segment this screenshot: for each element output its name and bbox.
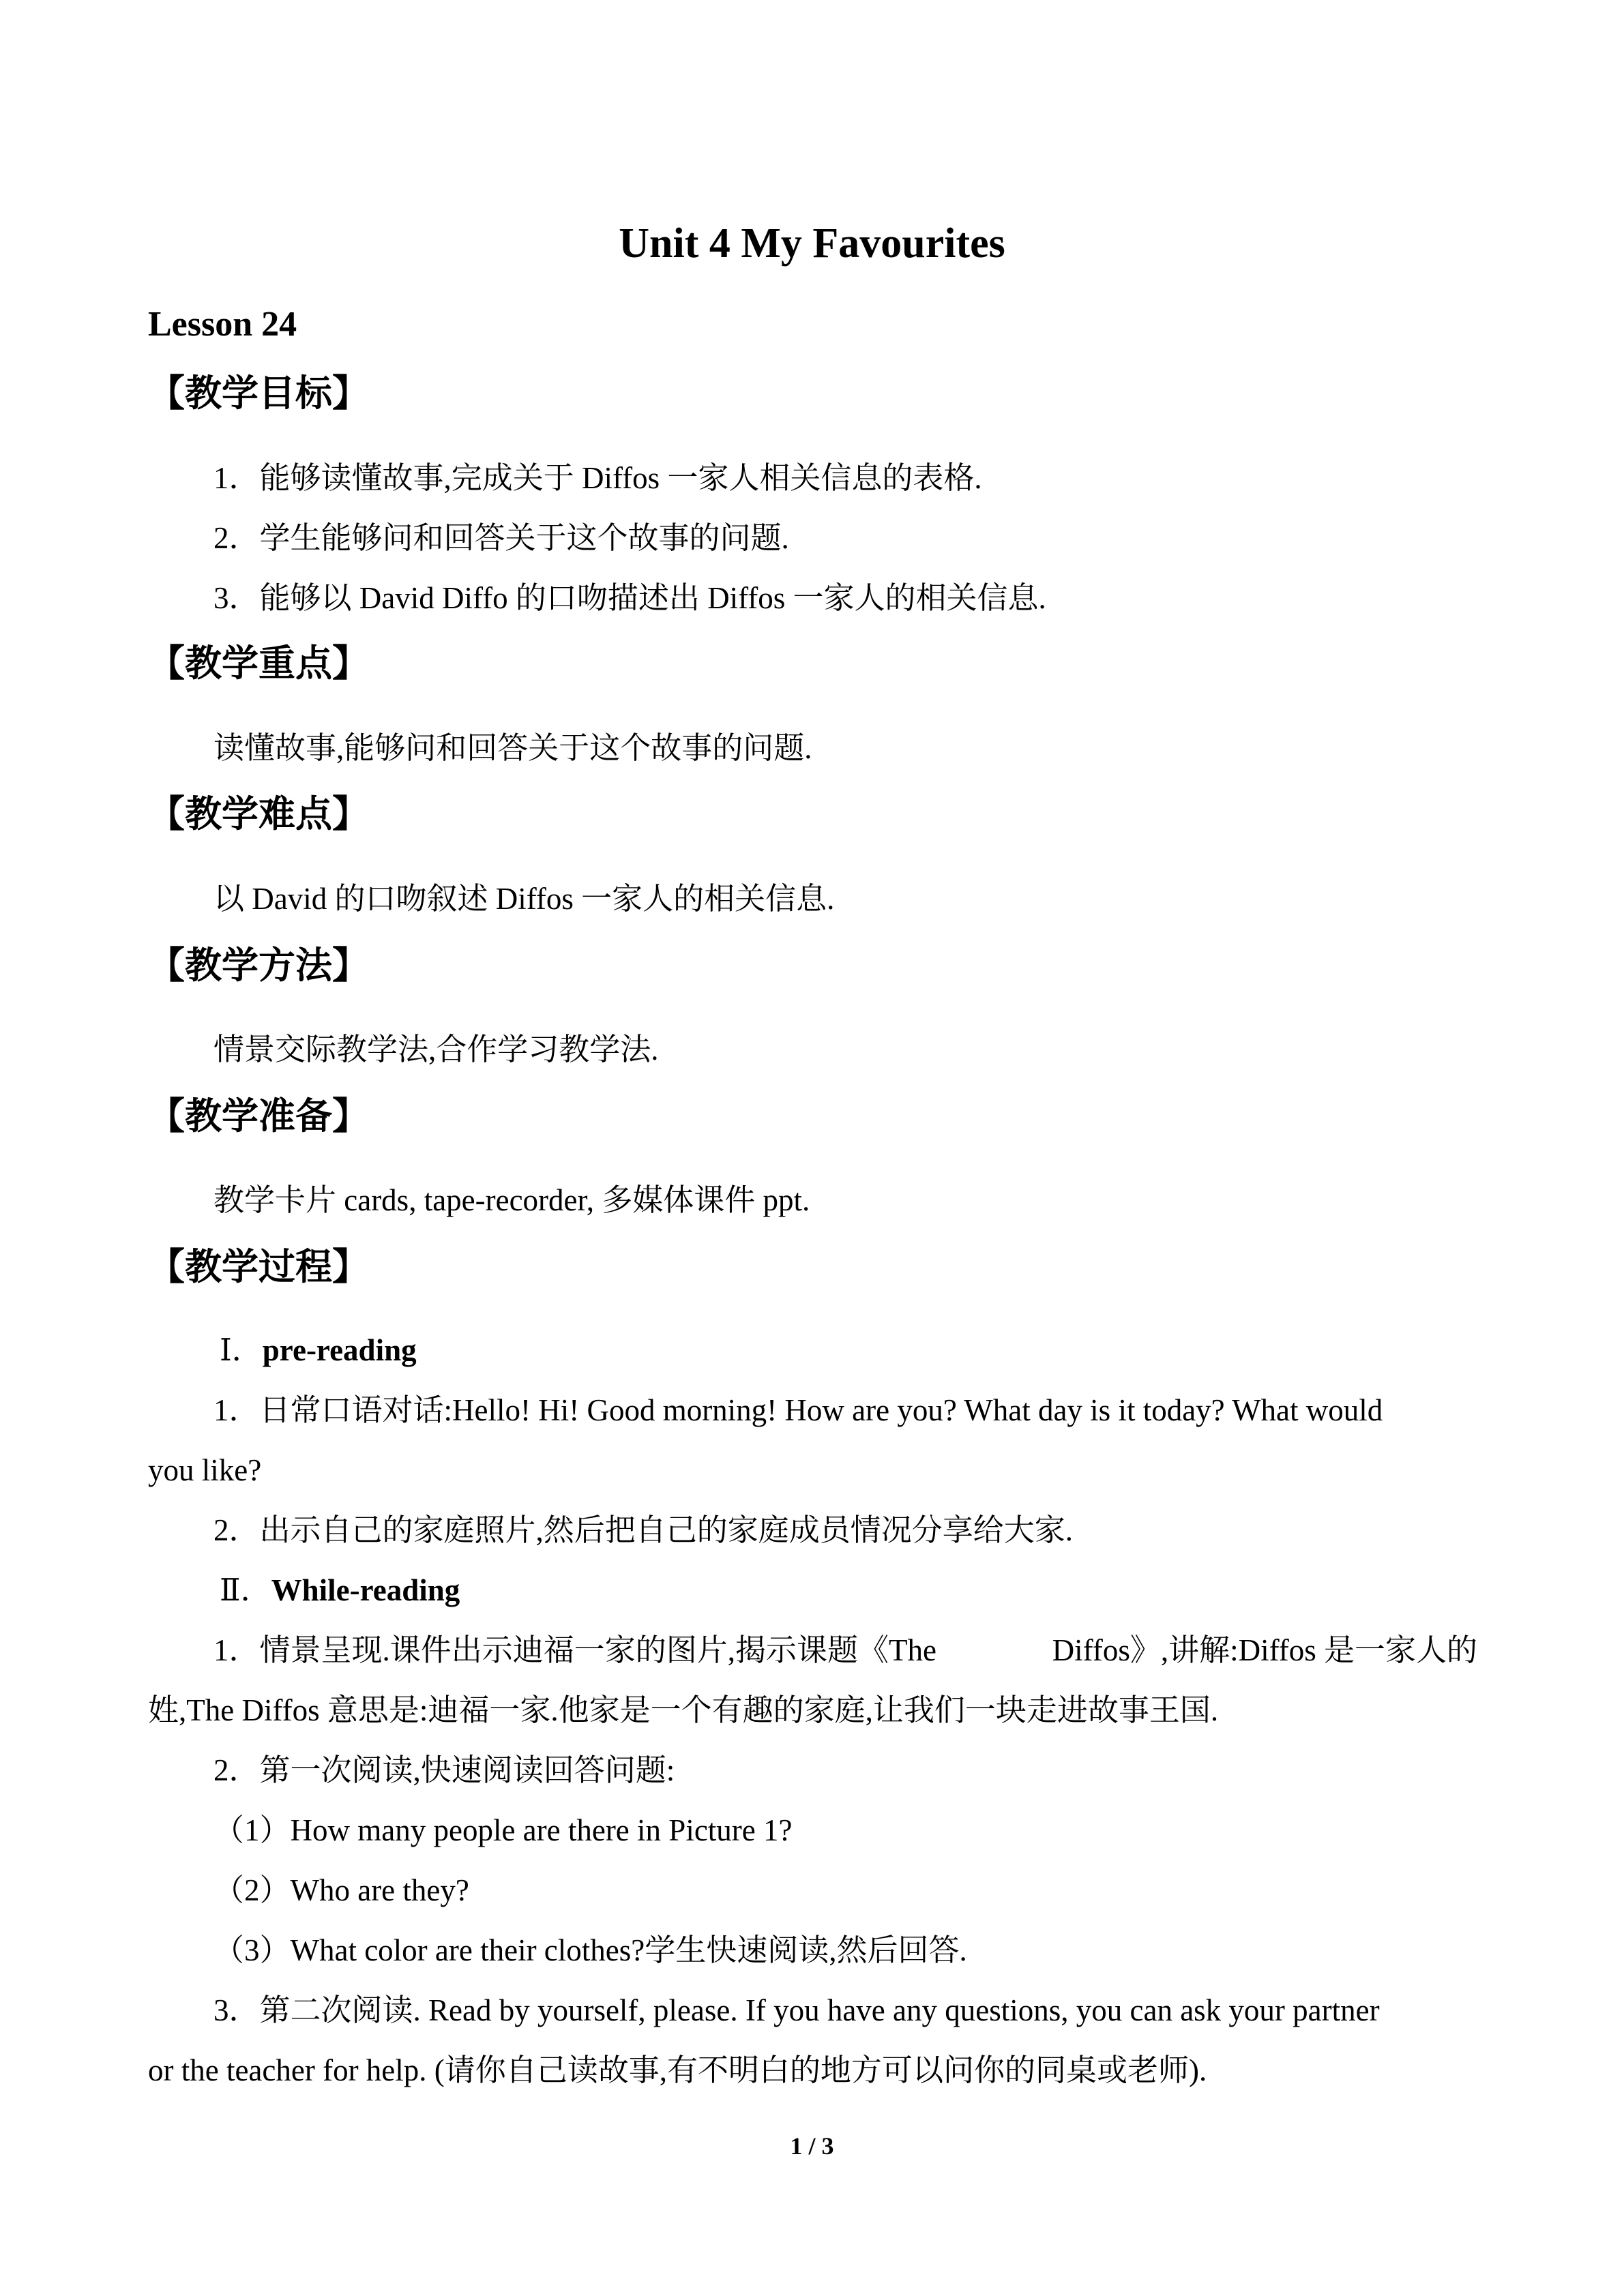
section-heading-methods: 【教学方法】 bbox=[148, 945, 369, 986]
goal-item-3: 3．能够以 David Diffo 的口吻描述出 Diffos 一家人的相关信息. bbox=[213, 581, 1046, 615]
question-3: （3）What color are their clothes?学生快速阅读,然后回答. bbox=[213, 1933, 967, 1967]
pre-reading-item-1-line-2: you like? bbox=[148, 1453, 262, 1487]
difficulties-text: 以 David 的口吻叙述 Diffos 一家人的相关信息. bbox=[213, 882, 835, 916]
methods-text: 情景交际教学法,合作学习教学法. bbox=[213, 1032, 659, 1067]
lesson-heading: Lesson 24 bbox=[148, 305, 297, 344]
question-1: （1）How many people are there in Picture 1? bbox=[213, 1813, 793, 1847]
stage-heading-while-reading bbox=[220, 1566, 460, 1614]
while-reading-item-1-line-1: 1．情景呈现.课件出示迪福一家的图片,揭示课题《The Diffos》,讲解:Diffos 是一家人的 bbox=[213, 1633, 1477, 1667]
stage-title: While-reading bbox=[271, 1573, 460, 1607]
goal-item-2: 2．学生能够问和回答关于这个故事的问题. bbox=[213, 521, 789, 555]
key-points-text: 读懂故事,能够问和回答关于这个故事的问题. bbox=[213, 731, 812, 765]
page-number: 1 / 3 bbox=[790, 2132, 834, 2160]
section-heading-difficulties: 【教学难点】 bbox=[148, 794, 369, 835]
section-heading-key-points: 【教学重点】 bbox=[148, 643, 369, 684]
section-heading-goals: 【教学目标】 bbox=[148, 373, 369, 414]
section-heading-preparation: 【教学准备】 bbox=[148, 1096, 369, 1137]
stage-title: pre-reading bbox=[262, 1333, 417, 1367]
while-reading-item-2: 2．第一次阅读,快速阅读回答问题: bbox=[213, 1753, 675, 1787]
while-reading-item-3-line-2: or the teacher for help. (请你自己读故事,有不明白的地方可以问你的同桌或老师). bbox=[148, 2053, 1207, 2087]
while-reading-item-1-line-2: 姓,The Diffos 意思是:迪福一家.他家是一个有趣的家庭,让我们一块走进故事王国. bbox=[148, 1693, 1219, 1727]
stage-number: Ⅰ． bbox=[220, 1333, 263, 1367]
section-heading-process: 【教学过程】 bbox=[148, 1247, 369, 1287]
pre-reading-item-1-line-1: 1．日常口语对话:Hello! Hi! Good morning! How are you? What day is it today? What would bbox=[213, 1393, 1383, 1427]
while-reading-item-3-line-1: 3．第二次阅读. Read by yourself, please. If you have any questions, you can ask your partner bbox=[213, 1993, 1380, 2027]
preparation-text: 教学卡片 cards, tape-recorder, 多媒体课件 ppt. bbox=[213, 1183, 810, 1217]
stage-number: Ⅱ． bbox=[220, 1573, 271, 1607]
goal-item-1: 1．能够读懂故事,完成关于 Diffos 一家人相关信息的表格. bbox=[213, 461, 982, 495]
stage-heading-pre-reading bbox=[220, 1326, 417, 1374]
document-title: Unit 4 My Favourites bbox=[619, 220, 1005, 267]
pre-reading-item-2: 2．出示自己的家庭照片,然后把自己的家庭成员情况分享给大家. bbox=[213, 1513, 1074, 1547]
question-2: （2）Who are they? bbox=[213, 1873, 469, 1907]
